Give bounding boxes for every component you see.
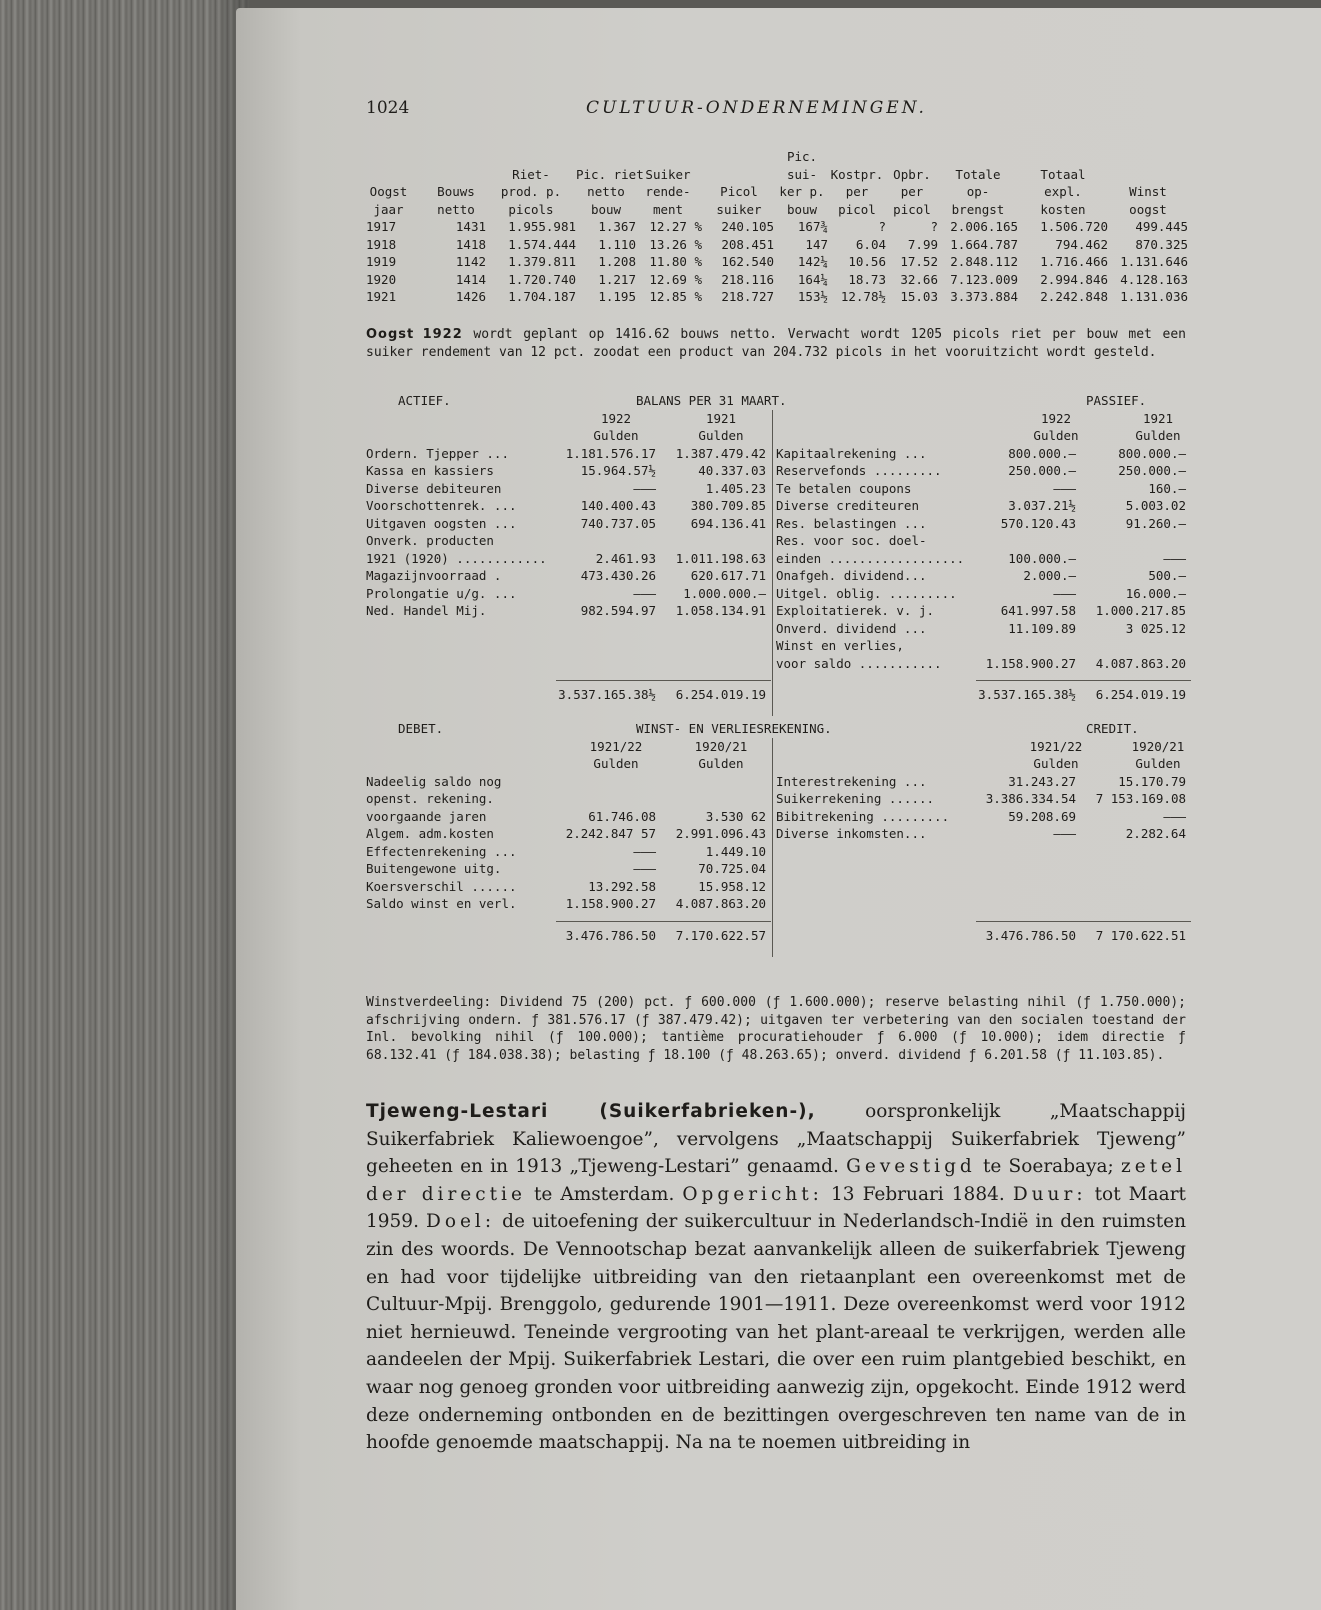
- zetel-label: zetel der directie: [366, 1156, 1186, 1205]
- oogst-cell: 1.131.646: [1120, 254, 1188, 269]
- oogst-cell: 1919: [366, 254, 397, 269]
- balans-unit-left: Gulden: [593, 428, 639, 443]
- oogst-header-row: [366, 201, 1216, 219]
- balans-left-label: Kassa en kassiers: [366, 463, 494, 478]
- balans-center-rule: [772, 410, 773, 716]
- running-title: CULTUUR-ONDERNEMINGEN.: [586, 98, 927, 118]
- balans-left-value: 694.136.41: [690, 515, 766, 531]
- oogst-cell: kosten: [1040, 201, 1086, 217]
- balans-right-value: 3.037.21½: [1008, 498, 1076, 513]
- winst-left-label: Buitengewone uitg.: [366, 861, 502, 876]
- oogst-cell: picols: [508, 201, 554, 217]
- oogst-cell: 164¼: [797, 271, 828, 287]
- oogst-cell: 1431: [455, 219, 486, 234]
- company-heading: Tjeweng-Lestari (Suikerfabrieken-),: [366, 1101, 816, 1122]
- balans-year-left: 1922: [600, 410, 632, 426]
- oogst-cell: netto: [437, 201, 475, 217]
- winst-year-left: 1920/21: [694, 738, 748, 754]
- winst-right-value: 2.282.64: [1125, 826, 1186, 841]
- oogst-cell: 12.69 %: [649, 271, 702, 287]
- balans-right-value: 91.260.—: [1125, 515, 1186, 531]
- balans-left-value: 140.400.43: [580, 498, 656, 513]
- winst-left-value: 13.292.58: [588, 878, 656, 894]
- winstverdeeling-paragraph: [366, 994, 1186, 1064]
- gevestigd-label: Gevestigd: [846, 1156, 976, 1178]
- oogst-cell: Bouws: [437, 184, 475, 199]
- oogst-cell: 1.217: [598, 271, 636, 287]
- balans-right-value: 2.000.—: [1023, 568, 1076, 583]
- oogst-cell: Winst: [1129, 184, 1167, 199]
- oogst-cell: 12.27 %: [649, 219, 702, 234]
- winst-right-value: 7 153.169.08: [1095, 791, 1186, 806]
- opgericht-label: Opgericht:: [682, 1183, 823, 1205]
- oogst-cell: ker p.: [779, 184, 825, 199]
- balans-right-value: 250.000.—: [1008, 463, 1076, 478]
- oogst-cell: Suiker: [645, 166, 691, 182]
- oogst-data-row: [366, 288, 1216, 306]
- winst-year-left: 1921/22: [589, 738, 643, 754]
- winst-left-label: Algem. adm.kosten: [366, 826, 494, 841]
- oogst-cell: Pic.: [786, 149, 818, 164]
- oogst-cell: 17.52: [900, 254, 938, 269]
- oogst-cell: 1418: [455, 236, 486, 252]
- oogst-cell: 1.704.187: [508, 289, 576, 304]
- balans-right-value: 1.158.900.27: [985, 655, 1076, 671]
- winst-total-rule-right: [976, 921, 1191, 922]
- oogst-cell: jaar: [373, 201, 404, 217]
- winst-left-value: ———: [633, 843, 656, 859]
- oogst-cell: 12.85 %: [649, 289, 702, 304]
- oogst-cell: 1142: [455, 254, 486, 269]
- oogst-cell: sui-: [786, 166, 818, 182]
- opgericht-text: 13 Februari 1884.: [822, 1183, 1013, 1205]
- duur-text: tot Maart 1959.: [366, 1183, 1186, 1233]
- oogst-data-row: [366, 236, 1216, 254]
- winst-left-value: 4.087.863.20: [675, 896, 766, 911]
- balans-right-value: 800.000.—: [1008, 445, 1076, 461]
- oogst-cell: bouw: [590, 201, 622, 217]
- balans-left-value: 1.000.000.—: [683, 585, 766, 601]
- winst-left-value: 1.449.10: [705, 843, 766, 859]
- balans-right-label: Diverse crediteuren: [776, 498, 919, 513]
- oogst-cell: per: [845, 184, 869, 199]
- balans-right-value: 4.087.863.20: [1095, 655, 1186, 671]
- oogst-cell: 1.664.787: [950, 236, 1018, 252]
- balans-right-label: Exploitatierek. v. j.: [776, 603, 935, 618]
- balans-right-value: ———: [1163, 550, 1186, 566]
- oogst-cell: oogst: [1129, 201, 1167, 217]
- balans-right-value: 3 025.12: [1125, 620, 1186, 636]
- balans-left-value: 620.617.71: [690, 568, 766, 583]
- winst-right-label: Bibitrekening .........: [776, 808, 950, 824]
- doel-text: de uitoefening der suikercultuur in Nederlandsch-Indië in den ruimsten zin des woords. De Vennootschap bezat aanvankelijk alleen de suikerfabriek Tjeweng en had voor tijdelijke uitbreiding van den rietaanplant een overeenkomst met de Cultuur-Mpij. Brenggolo, gedurende 1901—1911. Deze overeenkomst werd voor 1912 niet hernieuwd. Teneinde vergrooting van het plant-areaal te verkrijgen, werden alle aandeelen der Mpij. Suikerfabriek Lestari, die over een ruim plantgebied beschikt, en waar nog genoeg gronden voor uitbreiding aanwezig zijn, opgekocht. Einde 1912 werd deze onderneming ontbonden en de bezittingen overgeschreven ten name van de in hoofde genoemde maatschappij. Na na te noemen uitbreiding in: [366, 1211, 1186, 1454]
- oogst-cell: Totaal: [1040, 166, 1086, 182]
- winst-total-right: 7 170.622.51: [1095, 927, 1186, 943]
- oogst-table: [366, 148, 1216, 306]
- balans-total-left: 3.537.165.38½: [558, 687, 656, 702]
- oogst-cell: 10.56: [848, 254, 886, 269]
- oogst-cell: 499.445: [1135, 219, 1188, 234]
- balans-left-label: Onverk. producten: [366, 533, 494, 548]
- balans-left-label: Ordern. Tjepper ...: [366, 445, 509, 461]
- balans-left-value: 2.461.93: [595, 550, 656, 566]
- balans-left-value: 1.405.23: [705, 480, 766, 496]
- balans-right-heading: PASSIEF.: [1086, 393, 1147, 408]
- balans-title: BALANS PER 31 MAART.: [636, 393, 787, 408]
- winstverdeeling-text: Winstverdeeling: Dividend 75 (200) pct. ƒ 600.000 (ƒ 1.600.000); reserve belasting nihil (ƒ 1.750.000); afschrijving ondern. ƒ 381.576.17 (ƒ 387.479.42); uitgaven ter verbetering van den socialen toestand der Inl. bevolking nihil (ƒ 100.000); tantième procuratiehouder ƒ 6.000 (ƒ 10.000); idem directie ƒ 68.132.41 (ƒ 184.038.38); belasting ƒ 18.100 (ƒ 48.263.65); onverd. dividend ƒ 6.201.58 (ƒ 11.103.85).: [366, 995, 1186, 1063]
- balans-left-value: ———: [633, 480, 656, 496]
- oogst-cell: Kostpr.: [830, 166, 884, 182]
- oogst-cell: 1.506.720: [1040, 219, 1108, 234]
- winst-right-value: ———: [1053, 826, 1076, 841]
- oogst-cell: 147: [805, 236, 828, 252]
- balans-left-value: 1.058.134.91: [675, 603, 766, 618]
- balans-left-heading: ACTIEF.: [398, 393, 451, 408]
- balans-total-rule-right: [976, 680, 1191, 681]
- oogst-cell: 1.131.036: [1120, 289, 1188, 304]
- oogst-cell: 2.242.848: [1040, 289, 1108, 304]
- oogst-cell: 218.727: [721, 289, 774, 304]
- winst-right-value: ———: [1163, 808, 1186, 824]
- winst-left-value: 2.242.847 57: [565, 826, 656, 841]
- balans-right-value: 11.109.89: [1008, 620, 1076, 636]
- oogst-note-lead: Oogst 1922: [366, 327, 463, 342]
- oogst-cell: per: [900, 184, 924, 199]
- oogst-cell: 1426: [455, 289, 486, 304]
- winst-right-label: Suikerrekening ......: [776, 791, 935, 806]
- winst-left-value: 70.725.04: [698, 861, 766, 876]
- oogst-data-row: [366, 271, 1216, 289]
- winst-right-label: Interestrekening ...: [776, 773, 927, 789]
- balans-total-right: 6.254.019.19: [1095, 687, 1186, 702]
- balans-left-value: 1.011.198.63: [675, 550, 766, 566]
- zetel-text: te Amsterdam.: [525, 1183, 675, 1205]
- oogst-cell: 1.367: [598, 219, 636, 234]
- winst-total-rule-left: [556, 921, 771, 922]
- balans-right-value: 100.000.—: [1008, 550, 1076, 566]
- oogst-header-row: [366, 183, 1216, 201]
- winst-left-value: ———: [633, 861, 656, 876]
- oogst-cell: picol: [838, 201, 876, 217]
- oogst-cell: 1917: [366, 219, 397, 234]
- balans-left-label: Prolongatie u/g. ...: [366, 585, 517, 601]
- oogst-cell: 1.716.466: [1040, 254, 1108, 269]
- winst-total-left: 7.170.622.57: [675, 927, 766, 943]
- balans-right-value: 800.000.—: [1118, 445, 1186, 461]
- balans-left-label: Uitgaven oogsten ...: [366, 515, 517, 531]
- balans-left-value: 1.387.479.42: [675, 445, 766, 461]
- winst-right-value: 59.208.69: [1008, 808, 1076, 824]
- oogst-cell: 1921: [366, 289, 397, 304]
- gevestigd-text: te Soerabaya;: [975, 1156, 1121, 1178]
- oogst-cell: 18.73: [848, 271, 886, 287]
- oogst-cell: 1.955.981: [508, 219, 576, 234]
- balans-right-label: Res. voor soc. doel-: [776, 533, 927, 548]
- oogst-cell: 1920: [366, 271, 397, 287]
- balans-left-value: 473.430.26: [580, 568, 656, 583]
- oogst-note: [366, 326, 1186, 361]
- oogst-cell: netto: [587, 184, 625, 199]
- oogst-cell: 1.574.444: [508, 236, 576, 252]
- oogst-header-row: [366, 148, 1216, 166]
- winst-year-right: 1921/22: [1029, 738, 1083, 754]
- winst-right-heading: CREDIT.: [1086, 721, 1139, 736]
- oogst-cell: ?: [878, 219, 886, 234]
- winst-unit-right: Gulden: [1033, 756, 1079, 771]
- balans-right-label: Onafgeh. dividend...: [776, 568, 927, 583]
- winst-unit-left: Gulden: [698, 756, 744, 771]
- oogst-cell: prod. p.: [500, 184, 562, 199]
- oogst-cell: expl.: [1044, 184, 1082, 199]
- balans-right-value: 250.000.—: [1118, 463, 1186, 478]
- oogst-cell: 6.04: [855, 236, 886, 252]
- balans-left-label: Diverse debiteuren: [366, 480, 502, 496]
- balans-left-label: Magazijnvoorraad .: [366, 568, 502, 583]
- oogst-cell: 32.66: [900, 271, 938, 287]
- oogst-cell: 240.105: [721, 219, 774, 234]
- balans-right-label: Onverd. dividend ...: [776, 620, 927, 636]
- oogst-cell: 142¼: [797, 254, 828, 269]
- balans-right-label: voor saldo ...........: [776, 655, 942, 671]
- balans-right-value: 160.—: [1148, 480, 1186, 496]
- balans-right-label: Te betalen coupons: [776, 480, 912, 496]
- balans-right-label: einden ..................: [776, 550, 965, 566]
- oogst-cell: picol: [893, 201, 931, 217]
- oogst-cell: 3.373.884: [950, 289, 1018, 304]
- oogst-cell: Picol: [720, 184, 758, 199]
- winst-total-right: 3.476.786.50: [985, 927, 1076, 943]
- company-description: [366, 1098, 1186, 1457]
- balans-right-value: 16.000.—: [1125, 585, 1186, 601]
- oogst-cell: suiker: [716, 201, 762, 217]
- winst-left-value: 15.958.12: [698, 878, 766, 894]
- oogst-cell: 218.116: [721, 271, 774, 287]
- balans-left-value: ———: [633, 585, 656, 601]
- oogst-data-row: [366, 253, 1216, 271]
- oogst-cell: brengst: [951, 201, 1005, 217]
- winst-left-value: 1.158.900.27: [565, 896, 656, 911]
- oogst-cell: ?: [930, 219, 938, 234]
- oogst-cell: 11.80 %: [649, 254, 702, 269]
- oogst-cell: op-: [966, 184, 990, 199]
- oogst-data-row: [366, 218, 1216, 236]
- balans-right-value: 1.000.217.85: [1095, 603, 1186, 618]
- oogst-cell: 2.006.165: [950, 219, 1018, 234]
- oogst-cell: ment: [652, 201, 684, 217]
- winst-left-value: 2.991.096.43: [675, 826, 766, 841]
- winst-left-label: voorgaande jaren: [366, 808, 487, 824]
- balans-right-label: Kapitaalrekening ...: [776, 445, 927, 461]
- winst-right-label: Diverse inkomsten...: [776, 826, 927, 841]
- balans-year-right: 1921: [1142, 410, 1174, 426]
- balans-left-value: 40.337.03: [698, 463, 766, 478]
- oogst-cell: 1.110: [598, 236, 636, 252]
- balans-total-right: 3.537.165.38½: [978, 687, 1076, 702]
- winst-right-value: 31.243.27: [1008, 773, 1076, 789]
- balans-unit-left: Gulden: [698, 428, 744, 443]
- winst-left-value: 61.746.08: [588, 808, 656, 824]
- oogst-cell: Riet-: [512, 166, 550, 182]
- balans-year-right: 1922: [1040, 410, 1072, 426]
- oogst-note-text: wordt geplant op 1416.62 bouws netto. Verwacht wordt 1205 picols riet per bouw met een suiker rendement van 12 pct. zoodat een product van 204.732 picols in het vooruitzicht wordt gesteld.: [366, 327, 1187, 360]
- oogst-cell: 167¾: [797, 219, 828, 234]
- winst-left-value: 3.530 62: [705, 808, 766, 824]
- balans-unit-right: Gulden: [1135, 428, 1181, 443]
- oogst-cell: 13.26 %: [649, 236, 702, 252]
- winst-right-value: 3.386.334.54: [985, 791, 1076, 806]
- running-header: [366, 98, 1216, 122]
- doel-label: Doel:: [426, 1211, 496, 1233]
- winst-center-rule: [772, 738, 773, 957]
- balans-right-label: Reservefonds .........: [776, 463, 942, 478]
- duur-label: Duur:: [1012, 1183, 1087, 1205]
- balans-left-label: 1921 (1920) ............: [366, 550, 547, 566]
- balans-right-value: 570.120.43: [1000, 515, 1076, 531]
- winst-year-right: 1920/21: [1131, 738, 1185, 754]
- balans-right-value: 5.003.02: [1125, 498, 1186, 513]
- winst-title: WINST- EN VERLIESREKENING.: [636, 721, 832, 736]
- balans-left-label: Voorschottenrek. ...: [366, 498, 517, 513]
- oogst-cell: 870.325: [1135, 236, 1188, 252]
- oogst-cell: 1.379.811: [508, 254, 576, 269]
- book-page: [236, 8, 1321, 1610]
- winst-left-label: Nadeelig saldo nog: [366, 773, 502, 789]
- balans-left-value: 15.964.57½: [580, 463, 656, 478]
- winst-total-left: 3.476.786.50: [565, 927, 656, 943]
- oogst-cell: 15.03: [900, 289, 938, 304]
- balans-left-label: Ned. Handel Mij.: [366, 603, 487, 618]
- oogst-cell: 208.451: [721, 236, 774, 252]
- oogst-cell: 7.99: [907, 236, 938, 252]
- oogst-cell: Opbr.: [893, 166, 931, 182]
- oogst-cell: 12.78½: [840, 289, 886, 304]
- oogst-cell: 4.128.163: [1120, 271, 1188, 287]
- balans-left-value: 1.181.576.17: [565, 445, 656, 461]
- balans-total-rule-left: [556, 680, 771, 681]
- balans-unit-right: Gulden: [1033, 428, 1079, 443]
- balans-left-value: 380.709.85: [690, 498, 766, 513]
- balans-right-value: ———: [1053, 480, 1076, 496]
- balans-year-left: 1921: [705, 410, 737, 426]
- oogst-header-row: [366, 166, 1216, 184]
- winst-left-heading: DEBET.: [398, 721, 444, 736]
- oogst-cell: 1414: [455, 271, 486, 287]
- winst-left-label: Koersverschil ......: [366, 878, 517, 894]
- balans-right-value: 500.—: [1148, 568, 1186, 583]
- winst-left-label: Effectenrekening ...: [366, 843, 517, 859]
- oogst-cell: 2.994.846: [1040, 271, 1108, 287]
- winst-right-value: 15.170.79: [1118, 773, 1186, 789]
- oogst-cell: 1.208: [598, 254, 636, 269]
- oogst-cell: bouw: [786, 201, 818, 217]
- oogst-cell: rende-: [645, 184, 691, 199]
- winst-left-label: openst. rekening.: [366, 791, 494, 806]
- oogst-cell: 153½: [797, 289, 828, 304]
- oogst-cell: Pic. riet: [576, 166, 644, 182]
- oogst-cell: Totale: [955, 166, 1001, 182]
- winst-unit-left: Gulden: [593, 756, 639, 771]
- oogst-cell: 1.195: [598, 289, 636, 304]
- company-intro: oorspronkelijk „Maatschappij Suikerfabriek Kaliewoengoe”, vervolgens „Maatschappij Suikerfabriek Tjeweng” geheeten en in 1913 „Tjeweng-Lestari” genaamd.: [366, 1101, 1186, 1178]
- oogst-cell: 1.720.740: [508, 271, 576, 287]
- winst-left-label: Saldo winst en verl.: [366, 896, 517, 911]
- balans-right-label: Winst en verlies,: [776, 638, 904, 653]
- balans-right-label: Uitgel. oblig. .........: [776, 585, 957, 601]
- balans-right-label: Res. belastingen ...: [776, 515, 927, 531]
- oogst-cell: 2.848.112: [950, 254, 1018, 269]
- balans-right-value: 641.997.58: [1000, 603, 1076, 618]
- winst-unit-right: Gulden: [1135, 756, 1181, 771]
- page-number: 1024: [366, 98, 410, 118]
- oogst-cell: 7.123.009: [950, 271, 1018, 287]
- balans-left-value: 740.737.05: [580, 515, 656, 531]
- oogst-cell: Oogst: [369, 184, 408, 199]
- balans-right-value: ———: [1053, 585, 1076, 601]
- oogst-cell: 794.462: [1055, 236, 1108, 252]
- balans-left-value: 982.594.97: [580, 603, 656, 618]
- balans-total-left: 6.254.019.19: [675, 687, 766, 702]
- oogst-cell: 162.540: [721, 254, 774, 269]
- oogst-cell: 1918: [366, 236, 397, 252]
